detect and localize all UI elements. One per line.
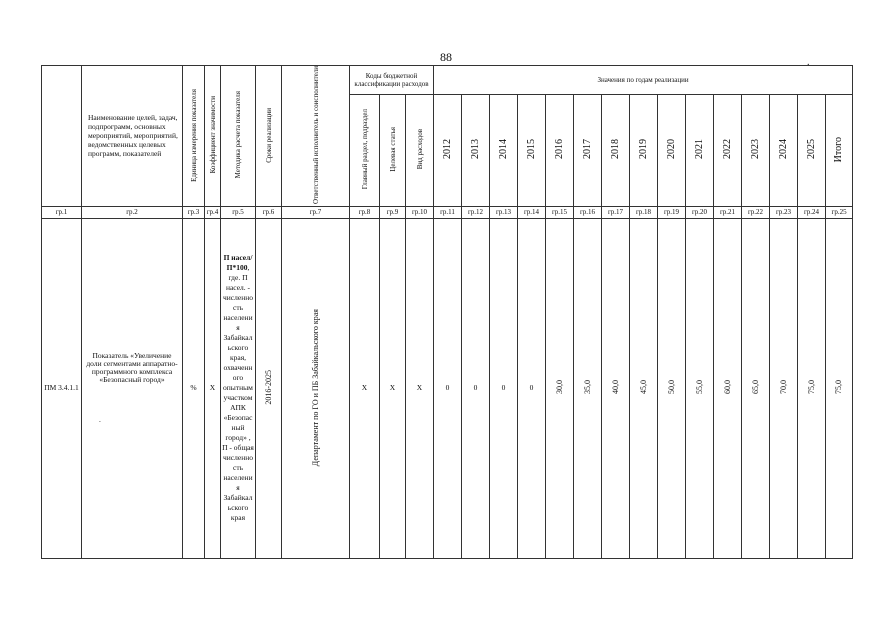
header-year: 2014 (490, 94, 518, 206)
header-name: Наименование целей, задач, подпрограмм, основных мероприятий, мероприятий, ведомственных целевых программ, показателей (82, 66, 183, 207)
row-value: 0 (462, 218, 490, 558)
group-number-cell: гр.10 (406, 206, 434, 218)
group-number-cell: гр.12 (462, 206, 490, 218)
row-responsible: Департамент по ГО и ПБ Забайкальского края (282, 218, 350, 558)
group-number-cell: гр.25 (826, 206, 853, 218)
header-year: 2015 (518, 94, 546, 206)
row-period: 2016-2025 (256, 218, 282, 558)
header-year: 2013 (462, 94, 490, 206)
header-year: 2018 (602, 94, 630, 206)
group-number-cell: гр.9 (380, 206, 406, 218)
header-method: Методика расчета показателя (221, 66, 256, 207)
group-number-cell: гр.13 (490, 206, 518, 218)
group-number-cell: гр.8 (350, 206, 380, 218)
header-year: 2021 (686, 94, 714, 206)
row-value: 35,0 (574, 218, 602, 558)
row-method (221, 218, 256, 558)
method-formula: П насел/ П*100 (223, 253, 253, 273)
row-value: 55,0 (686, 218, 714, 558)
row-name-mark: . (99, 415, 101, 425)
header-year: 2012 (434, 94, 462, 206)
group-number-cell: гр.7 (282, 206, 350, 218)
group-number-cell: гр.24 (798, 206, 826, 218)
group-number-cell: гр.2 (82, 206, 183, 218)
method-text: , где. П насел. - численность населения Забайкальского края, охваченного опытным участком АПК «Безопасный город» , П - общая численность населения Забайкальского края (222, 263, 254, 523)
header-col1 (42, 66, 82, 207)
header-kbk-article: Целевая статья (380, 94, 406, 206)
row-value: 0 (518, 218, 546, 558)
group-number-cell: гр.3 (183, 206, 205, 218)
header-budget-group: Коды бюджетной классификации расходов (350, 66, 434, 95)
header-kbk-type: Вид расходов (406, 94, 434, 206)
header-year: 2017 (574, 94, 602, 206)
header-year: 2023 (742, 94, 770, 206)
group-number-cell: гр.6 (256, 206, 282, 218)
header-year: 2016 (546, 94, 574, 206)
page-number: 88 (440, 50, 452, 64)
group-number-cell: гр.15 (546, 206, 574, 218)
group-number-cell: гр.18 (630, 206, 658, 218)
row-kbk-type: Х (406, 218, 434, 558)
corner-mark: . (807, 57, 810, 68)
header-period: Сроки реализации (256, 66, 282, 207)
row-name (82, 218, 183, 558)
group-number-cell: гр.5 (221, 206, 256, 218)
row-value: 0 (434, 218, 462, 558)
row-value: 45,0 (630, 218, 658, 558)
header-total: Итого (826, 94, 853, 206)
row-unit: % (183, 218, 205, 558)
group-number-cell: гр.14 (518, 206, 546, 218)
row-value: 70,0 (770, 218, 798, 558)
group-number-cell: гр.23 (770, 206, 798, 218)
row-value: 60,0 (714, 218, 742, 558)
header-year: 2025 (798, 94, 826, 206)
group-number-cell: гр.20 (686, 206, 714, 218)
header-year: 2020 (658, 94, 686, 206)
header-year: 2024 (770, 94, 798, 206)
group-number-cell: гр.17 (602, 206, 630, 218)
group-number-cell: гр.4 (205, 206, 221, 218)
row-code: ПМ 3.4.1.1 (42, 218, 82, 558)
row-value: 65,0 (742, 218, 770, 558)
group-number-cell: гр.1 (42, 206, 82, 218)
row-coef: Х (205, 218, 221, 558)
header-coef: Коэффициент значимости (205, 66, 221, 207)
group-number-cell: гр.11 (434, 206, 462, 218)
table-row (42, 218, 853, 558)
group-number-cell: гр.21 (714, 206, 742, 218)
row-kbk-article: Х (380, 218, 406, 558)
row-value: 0 (490, 218, 518, 558)
group-number-cell: гр.16 (574, 206, 602, 218)
row-total: 75,0 (826, 218, 853, 558)
row-kbk-section: Х (350, 218, 380, 558)
row-value: 50,0 (658, 218, 686, 558)
row-value: 30,0 (546, 218, 574, 558)
header-values-group: Значения по годам реализации (434, 66, 853, 95)
group-number-row (42, 206, 853, 218)
row-value: 40,0 (602, 218, 630, 558)
header-year: 2022 (714, 94, 742, 206)
header-kbk-section: Главный раздел, подраздел (350, 94, 380, 206)
header-year: 2019 (630, 94, 658, 206)
group-number-cell: гр.22 (742, 206, 770, 218)
header-responsible: Ответственный исполнитель и соисполнители (282, 66, 350, 207)
header-unit: Единица измерения показателя (183, 66, 205, 207)
row-name-text: Показатель «Увеличение доли сегментами аппаратно-программного комплекса «Безопасный город» (86, 351, 178, 385)
group-number-cell: гр.19 (658, 206, 686, 218)
row-value: 75,0 (798, 218, 826, 558)
indicator-table (41, 65, 853, 559)
